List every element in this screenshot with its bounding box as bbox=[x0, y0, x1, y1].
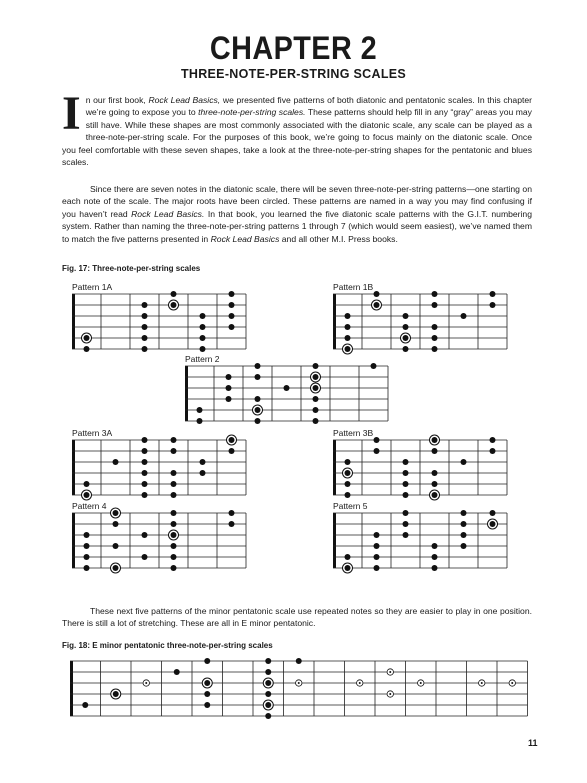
scale-note-dot bbox=[142, 470, 148, 476]
scale-note-dot bbox=[113, 459, 119, 465]
scale-note-dot bbox=[403, 470, 409, 476]
scale-note-dot bbox=[84, 532, 90, 538]
scale-note-dot bbox=[345, 459, 351, 465]
scale-note-dot bbox=[345, 324, 351, 330]
third-paragraph: These next five patterns of the minor pentatonic scale use repeated notes so they are easier to play in one position. There is still a lot of stretching. These are all in E minor pentatonic. bbox=[62, 606, 532, 629]
pattern-label: Pattern 1A bbox=[72, 282, 113, 292]
scale-note-dot bbox=[432, 291, 438, 297]
scale-note-dot bbox=[229, 324, 235, 330]
nut bbox=[333, 513, 336, 568]
nut bbox=[72, 294, 75, 349]
scale-note-dot bbox=[374, 532, 380, 538]
scale-note-dot bbox=[255, 407, 261, 413]
scale-note-dot bbox=[313, 385, 319, 391]
scale-note-dot bbox=[371, 363, 377, 369]
scale-note-dot bbox=[229, 448, 235, 454]
scale-note-dot bbox=[345, 470, 351, 476]
scale-note-dot bbox=[403, 510, 409, 516]
reference-note-center bbox=[359, 682, 361, 684]
scale-note-dot bbox=[204, 691, 210, 697]
scale-note-dot bbox=[255, 363, 261, 369]
scale-note-dot bbox=[171, 565, 177, 571]
scale-note-dot bbox=[84, 554, 90, 560]
pattern-1b-diagram bbox=[333, 294, 523, 350]
scale-note-dot bbox=[142, 532, 148, 538]
pattern-label: Pattern 4 bbox=[72, 501, 107, 511]
scale-note-dot bbox=[374, 437, 380, 443]
scale-note-dot bbox=[171, 470, 177, 476]
pattern-4-diagram bbox=[72, 513, 262, 569]
scale-note-dot bbox=[113, 543, 119, 549]
scale-note-dot bbox=[84, 335, 90, 341]
scale-note-dot bbox=[313, 418, 319, 424]
pentatonic-fretboard-diagram bbox=[70, 661, 530, 719]
scale-note-dot bbox=[200, 335, 206, 341]
scale-note-dot bbox=[374, 543, 380, 549]
scale-note-dot bbox=[171, 532, 177, 538]
scale-note-dot bbox=[226, 374, 232, 380]
scale-note-dot bbox=[204, 702, 210, 708]
italic-run: Rock Lead Basics, bbox=[148, 95, 221, 105]
text-run: Since there are seven notes in the diatonic scale, there will be seven three-note-per-string patterns—one starting on each note of the scale. The major roots have been circled. These patterns are named in a way you may find confusing if you haven’t read bbox=[62, 184, 532, 219]
scale-note-dot bbox=[461, 459, 467, 465]
scale-note-dot bbox=[313, 407, 319, 413]
scale-note-dot bbox=[171, 543, 177, 549]
scale-note-dot bbox=[229, 313, 235, 319]
pattern-label: Pattern 3A bbox=[72, 428, 113, 438]
nut bbox=[333, 294, 336, 349]
scale-note-dot bbox=[313, 396, 319, 402]
scale-note-dot bbox=[142, 481, 148, 487]
scale-note-dot bbox=[490, 521, 496, 527]
scale-note-dot bbox=[432, 437, 438, 443]
scale-note-dot bbox=[432, 554, 438, 560]
scale-note-dot bbox=[403, 532, 409, 538]
pattern-5-diagram bbox=[333, 513, 523, 569]
nut bbox=[70, 661, 73, 716]
scale-note-dot bbox=[84, 543, 90, 549]
scale-note-dot bbox=[142, 437, 148, 443]
scale-note-dot bbox=[197, 418, 203, 424]
scale-note-dot bbox=[432, 470, 438, 476]
scale-note-dot bbox=[84, 565, 90, 571]
nut bbox=[72, 440, 75, 495]
scale-note-dot bbox=[265, 680, 271, 686]
pattern-label: Pattern 5 bbox=[333, 501, 368, 511]
scale-note-dot bbox=[345, 335, 351, 341]
italic-run: Rock Lead Basics bbox=[210, 233, 280, 244]
scale-note-dot bbox=[200, 346, 206, 352]
scale-note-dot bbox=[142, 346, 148, 352]
scale-note-dot bbox=[265, 658, 271, 664]
reference-note-center bbox=[389, 671, 391, 673]
reference-note-center bbox=[481, 682, 483, 684]
figure-18-caption: Fig. 18: E minor pentatonic three-note-per-string scales bbox=[62, 641, 273, 650]
scale-note-dot bbox=[432, 302, 438, 308]
nut bbox=[333, 440, 336, 495]
pattern-label: Pattern 2 bbox=[185, 354, 220, 364]
scale-note-dot bbox=[284, 385, 290, 391]
scale-note-dot bbox=[432, 448, 438, 454]
scale-note-dot bbox=[171, 492, 177, 498]
scale-note-dot bbox=[490, 291, 496, 297]
scale-note-dot bbox=[171, 291, 177, 297]
scale-note-dot bbox=[345, 492, 351, 498]
scale-note-dot bbox=[461, 510, 467, 516]
scale-note-dot bbox=[229, 521, 235, 527]
scale-note-dot bbox=[432, 346, 438, 352]
scale-note-dot bbox=[374, 291, 380, 297]
scale-note-dot bbox=[200, 324, 206, 330]
scale-note-dot bbox=[403, 459, 409, 465]
scale-note-dot bbox=[345, 565, 351, 571]
scale-note-dot bbox=[226, 396, 232, 402]
nut bbox=[72, 513, 75, 568]
scale-note-dot bbox=[204, 680, 210, 686]
scale-note-dot bbox=[171, 448, 177, 454]
scale-note-dot bbox=[403, 313, 409, 319]
scale-note-dot bbox=[432, 324, 438, 330]
figure-17-caption: Fig. 17: Three-note-per-string scales bbox=[62, 264, 201, 273]
scale-note-dot bbox=[432, 565, 438, 571]
reference-note-center bbox=[145, 682, 147, 684]
scale-note-dot bbox=[174, 669, 180, 675]
pattern-label: Pattern 1B bbox=[333, 282, 374, 292]
scale-note-dot bbox=[265, 669, 271, 675]
scale-note-dot bbox=[84, 492, 90, 498]
scale-note-dot bbox=[490, 448, 496, 454]
pattern-3a-diagram bbox=[72, 440, 262, 496]
scale-note-dot bbox=[142, 459, 148, 465]
scale-note-dot bbox=[142, 554, 148, 560]
reference-note-center bbox=[389, 693, 391, 695]
scale-note-dot bbox=[229, 510, 235, 516]
scale-note-dot bbox=[374, 448, 380, 454]
scale-note-dot bbox=[313, 374, 319, 380]
scale-note-dot bbox=[345, 481, 351, 487]
scale-note-dot bbox=[265, 691, 271, 697]
scale-note-dot bbox=[226, 385, 232, 391]
scale-note-dot bbox=[345, 554, 351, 560]
drop-cap: I bbox=[62, 87, 81, 140]
italic-run: three-note-per-string scales. bbox=[198, 107, 306, 118]
scale-note-dot bbox=[229, 302, 235, 308]
scale-note-dot bbox=[84, 481, 90, 487]
reference-note-center bbox=[511, 682, 513, 684]
scale-note-dot bbox=[296, 658, 302, 664]
text-run: and all other M.I. Press books. bbox=[279, 233, 398, 244]
scale-note-dot bbox=[142, 448, 148, 454]
scale-note-dot bbox=[403, 346, 409, 352]
second-paragraph bbox=[62, 183, 532, 245]
scale-note-dot bbox=[374, 554, 380, 560]
reference-note-center bbox=[420, 682, 422, 684]
scale-note-dot bbox=[113, 691, 119, 697]
scale-note-dot bbox=[461, 532, 467, 538]
italic-run: Rock Lead Basics. bbox=[131, 208, 205, 219]
scale-note-dot bbox=[403, 481, 409, 487]
scale-note-dot bbox=[432, 492, 438, 498]
scale-note-dot bbox=[113, 521, 119, 527]
scale-note-dot bbox=[461, 543, 467, 549]
scale-note-dot bbox=[197, 407, 203, 413]
scale-note-dot bbox=[345, 346, 351, 352]
scale-note-dot bbox=[403, 521, 409, 527]
scale-note-dot bbox=[113, 510, 119, 516]
scale-note-dot bbox=[171, 554, 177, 560]
scale-note-dot bbox=[313, 363, 319, 369]
reference-note-center bbox=[298, 682, 300, 684]
scale-note-dot bbox=[490, 302, 496, 308]
text-run: These patterns should help fill in any “gray” areas you may still have. While these shapes are most commonly associated with the diatonic scale, any scale can be played as a three-note-per-string scale. For the purposes of this book, we’re going to focus mainly on the diatonic scale. Once you feel comfortable with these seven shapes, take a look at the three-note-per-string shapes for the pentatonic and blues scales. bbox=[62, 107, 532, 168]
scale-note-dot bbox=[200, 459, 206, 465]
scale-note-dot bbox=[200, 313, 206, 319]
scale-note-dot bbox=[432, 335, 438, 341]
scale-note-dot bbox=[84, 346, 90, 352]
scale-note-dot bbox=[171, 302, 177, 308]
scale-note-dot bbox=[255, 418, 261, 424]
scale-note-dot bbox=[403, 324, 409, 330]
scale-note-dot bbox=[82, 702, 88, 708]
scale-note-dot bbox=[171, 437, 177, 443]
scale-note-dot bbox=[265, 713, 271, 719]
page-number: 11 bbox=[528, 738, 538, 748]
scale-note-dot bbox=[255, 374, 261, 380]
scale-note-dot bbox=[255, 396, 261, 402]
nut bbox=[185, 366, 188, 421]
scale-note-dot bbox=[374, 302, 380, 308]
scale-note-dot bbox=[345, 313, 351, 319]
pattern-1a-diagram bbox=[72, 294, 262, 350]
scale-note-dot bbox=[171, 481, 177, 487]
scale-note-dot bbox=[142, 335, 148, 341]
chapter-subtitle: THREE-NOTE-PER-STRING SCALES bbox=[180, 67, 407, 81]
scale-note-dot bbox=[403, 492, 409, 498]
scale-note-dot bbox=[229, 437, 235, 443]
text-run: In that book, you learned the five diatonic scale patterns with the G.I.T. numbering system. Rather than naming the three-note-per-string patterns 1 through 7 (which would seem easiest), we’ve named them to match the five patterns presented in bbox=[62, 208, 532, 244]
text-run: we presented five patterns of both diatonic and pentatonic scales. In this chapter we’re going to expose you to bbox=[85, 95, 532, 118]
pattern-label: Pattern 3B bbox=[333, 428, 374, 438]
scale-note-dot bbox=[461, 313, 467, 319]
scale-note-dot bbox=[490, 437, 496, 443]
scale-note-dot bbox=[142, 313, 148, 319]
scale-note-dot bbox=[142, 492, 148, 498]
text-run: n our first book, bbox=[85, 95, 149, 105]
scale-note-dot bbox=[113, 565, 119, 571]
intro-paragraph bbox=[62, 87, 532, 168]
scale-note-dot bbox=[200, 470, 206, 476]
scale-note-dot bbox=[171, 510, 177, 516]
pattern-3b-diagram bbox=[333, 440, 523, 496]
scale-note-dot bbox=[171, 521, 177, 527]
scale-note-dot bbox=[461, 521, 467, 527]
scale-note-dot bbox=[374, 565, 380, 571]
scale-note-dot bbox=[432, 543, 438, 549]
scale-note-dot bbox=[490, 510, 496, 516]
chapter-title: CHAPTER 2 bbox=[209, 30, 378, 66]
scale-note-dot bbox=[403, 335, 409, 341]
scale-note-dot bbox=[432, 481, 438, 487]
scale-note-dot bbox=[229, 291, 235, 297]
scale-note-dot bbox=[265, 702, 271, 708]
scale-note-dot bbox=[142, 324, 148, 330]
scale-note-dot bbox=[204, 658, 210, 664]
scale-note-dot bbox=[142, 302, 148, 308]
pattern-2-diagram bbox=[185, 366, 400, 422]
